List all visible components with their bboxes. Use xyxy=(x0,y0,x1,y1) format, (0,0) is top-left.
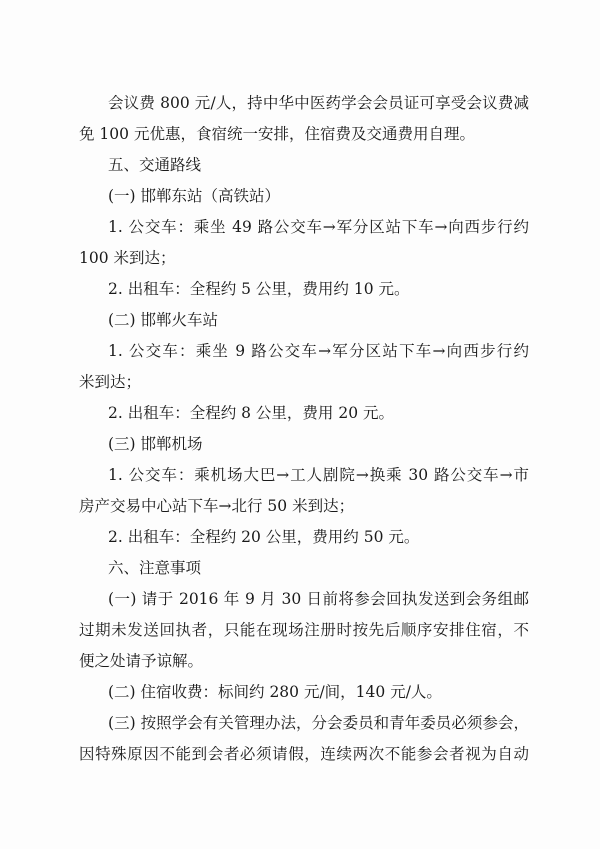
paragraph-line-note-1: (一) 请于 2016 年 9 月 30 日前将参会回执发送到会务组邮 xyxy=(108,590,529,608)
paragraph-line-east-bus: 1. 公交车：乘坐 49 路公交车→军分区站下车→向西步行约 xyxy=(108,218,529,236)
subheading-handan-railway-station: (二) 邯郸火车站 xyxy=(108,311,219,329)
paragraph-line-east-taxi: 2. 出租车：全程约 5 公里，费用约 10 元。 xyxy=(108,280,410,298)
subheading-handan-airport: (三) 邯郸机场 xyxy=(108,435,203,453)
paragraph-line-east-bus-continued: 100 米到达； xyxy=(79,249,176,267)
paragraph-line-airport-bus-continued: 房产交易中心站下车→北行 50 米到达； xyxy=(79,497,355,515)
paragraph-line-note-1-end: 便之处请予谅解。 xyxy=(79,652,204,670)
paragraph-line-fee-continued: 免 100 元优惠，食宿统一安排，住宿费及交通费用自理。 xyxy=(79,125,475,143)
paragraph-line-airport-bus: 1. 公交车：乘机场大巴→工人剧院→换乘 30 路公交车→市 xyxy=(108,466,529,484)
section-heading-transport: 五、交通路线 xyxy=(108,156,202,174)
section-heading-notes: 六、注意事项 xyxy=(108,559,202,577)
paragraph-line-fee: 会议费 800 元/人，持中华中医药学会会员证可享受会议费减 xyxy=(108,94,529,112)
paragraph-line-note-2: (二) 住宿收费：标间约 280 元/间，140 元/人。 xyxy=(108,683,442,701)
paragraph-line-note-3-continued: 因特殊原因不能到会者必须请假，连续两次不能参会者视为自动 xyxy=(79,745,529,763)
subheading-handan-east-station: (一) 邯郸东站（高铁站） xyxy=(108,187,281,205)
paragraph-line-airport-taxi: 2. 出租车：全程约 20 公里，费用约 50 元。 xyxy=(108,528,420,546)
document-body xyxy=(79,88,529,770)
paragraph-line-railway-bus: 1. 公交车：乘坐 9 路公交车→军分区站下车→向西步行约 xyxy=(108,342,529,360)
paragraph-line-note-1-continued: 过期未发送回执者，只能在现场注册时按先后顺序安排住宿，不 xyxy=(79,621,529,639)
paragraph-line-note-3: (三) 按照学会有关管理办法，分会委员和青年委员必须参会， xyxy=(108,714,529,732)
paragraph-line-railway-taxi: 2. 出租车：全程约 8 公里，费用 20 元。 xyxy=(108,404,395,422)
paragraph-line-railway-bus-continued: 米到达； xyxy=(79,373,142,391)
